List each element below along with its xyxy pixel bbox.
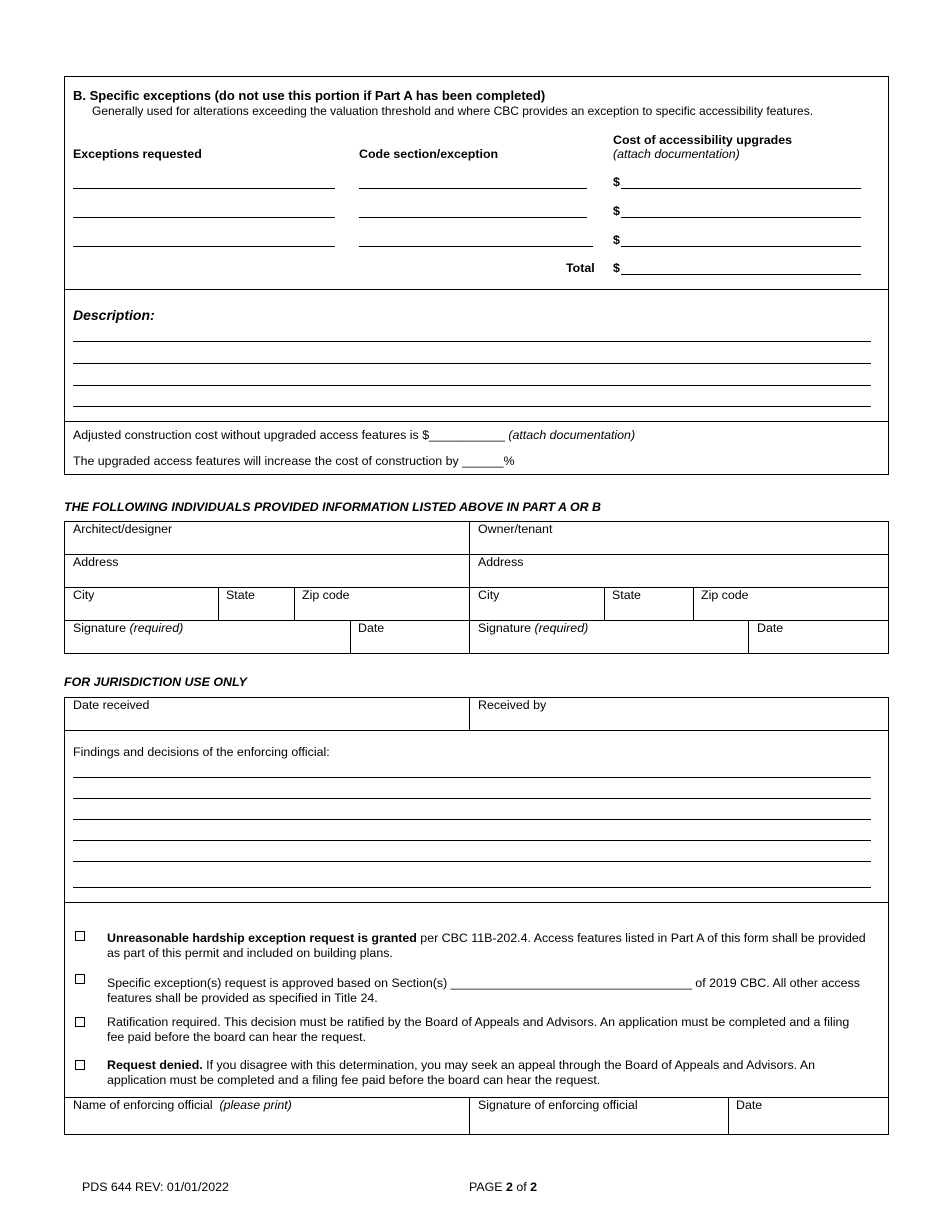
code-field-3[interactable]	[359, 246, 593, 247]
official-date-field[interactable]: Date	[736, 1098, 763, 1112]
official-signature-field[interactable]: Signature of enforcing official	[478, 1098, 638, 1112]
checkbox-hardship-granted[interactable]	[75, 931, 85, 941]
option-request-denied	[107, 1058, 882, 1088]
cost-field-2[interactable]	[621, 217, 861, 218]
owner-city-field[interactable]: City	[478, 588, 500, 602]
divider	[728, 1097, 729, 1135]
dollar-sign: $	[613, 261, 620, 275]
signature-label: Signature	[478, 621, 532, 635]
part-b-subheading: Generally used for alterations exceeding the valuation threshold and where CBC provides an exception to specific accessibility features.	[92, 104, 814, 118]
option-text: Specific exception(s) request is approved based on Section(s) ___________________________________ of 2019 CBC. All other access	[107, 976, 860, 990]
divider	[350, 620, 351, 654]
adjusted-cost-label: Adjusted construction cost without upgraded access features is $___________	[73, 428, 505, 442]
option-specific-exception-approved	[107, 976, 882, 1006]
cost-total-field[interactable]	[621, 274, 861, 275]
owner-address-field[interactable]: Address	[478, 555, 524, 569]
divider	[693, 587, 694, 620]
code-field-2[interactable]	[359, 217, 587, 218]
option-text-line2: features shall be provided as specified in Title 24.	[107, 991, 378, 1005]
page-label: PAGE	[469, 1180, 506, 1194]
checkbox-specific-exception-approved[interactable]	[75, 974, 85, 984]
divider	[64, 289, 889, 290]
owner-date-field[interactable]: Date	[757, 621, 784, 635]
architect-address-field[interactable]: Address	[73, 555, 119, 569]
divider	[64, 587, 889, 588]
official-name-note: (please print)	[219, 1098, 292, 1112]
architect-state-field[interactable]: State	[226, 588, 255, 602]
adjusted-cost-note: (attach documentation)	[508, 428, 636, 442]
description-line-3[interactable]	[73, 385, 871, 386]
individuals-heading: THE FOLLOWING INDIVIDUALS PROVIDED INFORMATION LISTED ABOVE IN PART A OR B	[64, 500, 601, 514]
page-number	[469, 1180, 537, 1194]
official-name-field[interactable]	[73, 1098, 292, 1112]
findings-label: Findings and decisions of the enforcing official:	[73, 745, 330, 759]
exception-field-2[interactable]	[73, 217, 335, 218]
option-bold-text: Request denied.	[107, 1058, 203, 1072]
col-header-cost-note: (attach documentation)	[613, 147, 740, 161]
architect-signature-field[interactable]	[73, 621, 183, 635]
col-header-cost: Cost of accessibility upgrades	[613, 133, 793, 147]
architect-zip-field[interactable]: Zip code	[302, 588, 350, 602]
received-by-field[interactable]: Received by	[478, 698, 547, 712]
owner-zip-field[interactable]: Zip code	[701, 588, 749, 602]
divider	[64, 730, 889, 731]
option-text: If you disagree with this determination, you may seek an appeal through the Board of Appeals and Advisors. An	[202, 1058, 816, 1072]
divider	[64, 902, 889, 903]
description-label: Description:	[73, 307, 155, 323]
dollar-sign: $	[613, 204, 620, 218]
dollar-sign: $	[613, 233, 620, 247]
divider	[294, 587, 295, 620]
architect-city-field[interactable]: City	[73, 588, 95, 602]
part-b-heading: B. Specific exceptions (do not use this portion if Part A has been completed)	[73, 88, 546, 103]
date-received-field[interactable]: Date received	[73, 698, 150, 712]
option-text: Ratification required. This decision must be ratified by the Board of Appeals and Advisors. An application must be completed and a filing	[107, 1015, 850, 1029]
official-name-label: Name of enforcing official	[73, 1098, 213, 1112]
option-ratification-required	[107, 1015, 882, 1045]
option-hardship-granted	[107, 931, 882, 961]
owner-signature-field[interactable]	[478, 621, 588, 635]
divider	[64, 421, 889, 422]
findings-line-2[interactable]	[73, 798, 871, 799]
form-id: PDS 644 REV: 01/01/2022	[82, 1180, 229, 1194]
col-header-exceptions: Exceptions requested	[73, 147, 202, 161]
exception-field-3[interactable]	[73, 246, 335, 247]
owner-state-field[interactable]: State	[612, 588, 641, 602]
signature-label: Signature	[73, 621, 127, 635]
page-of: of	[512, 1180, 531, 1194]
cost-field-3[interactable]	[621, 246, 861, 247]
divider	[469, 1097, 470, 1135]
divider	[748, 620, 749, 654]
signature-required-note: (required)	[534, 621, 589, 635]
code-field-1[interactable]	[359, 188, 587, 189]
cost-field-1[interactable]	[621, 188, 861, 189]
checkbox-ratification-required[interactable]	[75, 1017, 85, 1027]
findings-line-1[interactable]	[73, 777, 871, 778]
checkbox-request-denied[interactable]	[75, 1060, 85, 1070]
findings-line-4[interactable]	[73, 840, 871, 841]
col-header-code: Code section/exception	[359, 147, 499, 161]
dollar-sign: $	[613, 175, 620, 189]
owner-tenant-field[interactable]: Owner/tenant	[478, 522, 553, 536]
divider	[469, 697, 470, 730]
option-text: per CBC 11B-202.4. Access features listed in Part A of this form shall be provided	[416, 931, 866, 945]
option-text-line2: fee paid before the board can hear the request.	[107, 1030, 367, 1044]
signature-required-note: (required)	[129, 621, 184, 635]
adjusted-cost-text	[73, 428, 635, 442]
option-bold-text: Unreasonable hardship exception request is granted	[107, 931, 417, 945]
page-current: 2	[505, 1180, 513, 1194]
architect-designer-field[interactable]: Architect/designer	[73, 522, 173, 536]
page-total: 2	[530, 1180, 537, 1194]
cost-increase-text: The upgraded access features will increase the cost of construction by ______%	[73, 454, 515, 468]
option-text-line2: application must be completed and a filing fee paid before the board can hear the request.	[107, 1073, 601, 1087]
jurisdiction-heading: FOR JURISDICTION USE ONLY	[64, 675, 247, 689]
total-label: Total	[566, 261, 595, 275]
description-line-2[interactable]	[73, 363, 871, 364]
findings-line-3[interactable]	[73, 819, 871, 820]
exception-field-1[interactable]	[73, 188, 335, 189]
architect-date-field[interactable]: Date	[358, 621, 385, 635]
description-line-1[interactable]	[73, 341, 871, 342]
findings-line-5[interactable]	[73, 861, 871, 862]
description-line-4[interactable]	[73, 406, 871, 407]
divider	[604, 587, 605, 620]
divider	[64, 554, 889, 555]
divider	[218, 587, 219, 620]
option-text-line2: as part of this permit and included on building plans.	[107, 946, 393, 960]
findings-line-6[interactable]	[73, 887, 871, 888]
